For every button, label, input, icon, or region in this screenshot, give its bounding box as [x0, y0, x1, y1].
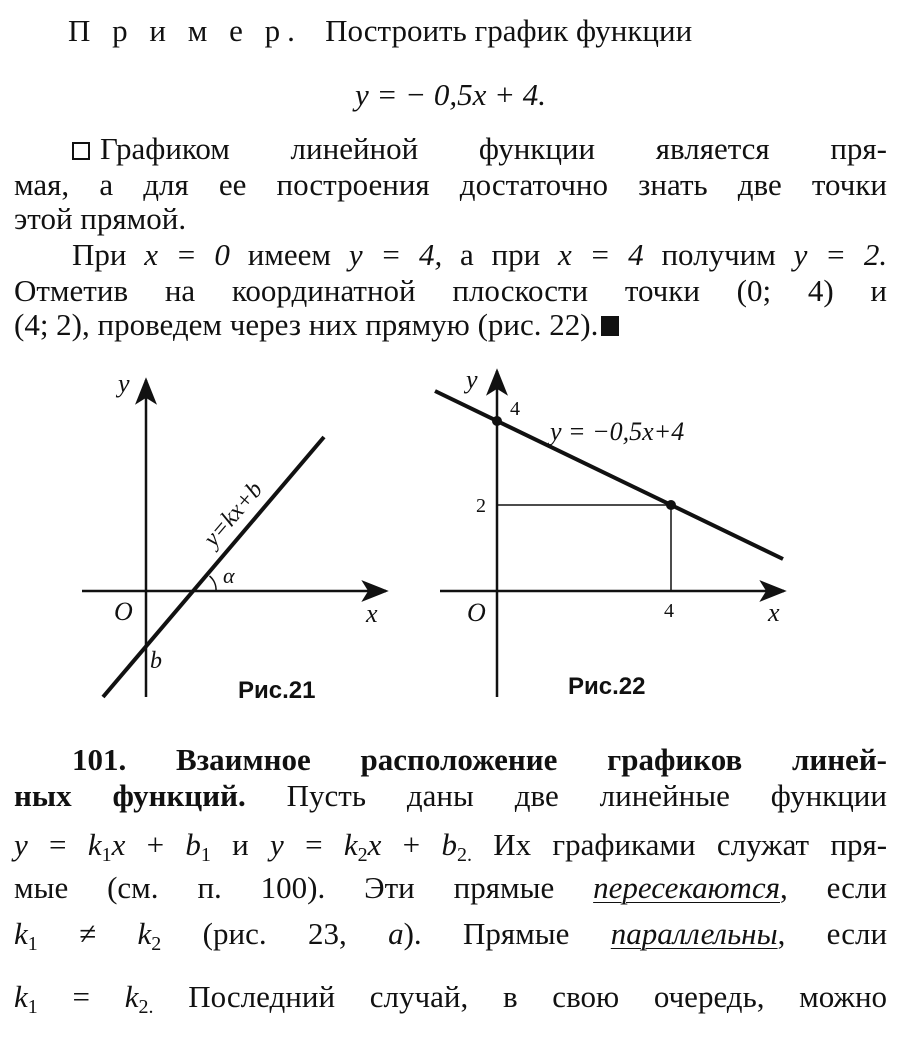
figure-21: [82, 369, 386, 704]
fig22-origin-label: O: [467, 598, 486, 627]
fig22-line-label: y = −0,5x+4: [550, 417, 685, 446]
figure-22: [435, 365, 784, 700]
fig21-origin-label: O: [114, 597, 133, 626]
fig21-line-label: y=kx+b: [198, 476, 269, 552]
solution-line-6: (4; 2), проведем через них прямую (рис. 22).: [14, 306, 887, 344]
fig21-line: [103, 437, 324, 697]
section-line-2: ных функций. Пусть даны две линейные функции: [14, 778, 887, 813]
solution-line-4: При x = 0 имеем y = 4, а при x = 4 получим y = 2.: [72, 237, 888, 272]
section-line-3: $y = k_1x + b_1$ и $y = k_2x + b_{2.}$ Их графиками служат пря-: [14, 827, 888, 866]
section-line-6: $k_1 = k_{2.}$ Последний случай, в свою очередь, можно: [14, 979, 888, 1018]
fig22-x-label: x: [768, 598, 780, 627]
fig21-angle-arc: [210, 576, 217, 591]
fig22-tick-y2: 2: [476, 495, 486, 517]
solution-line-3: этой прямой.: [14, 201, 187, 236]
fig21-intercept-label: b: [150, 648, 162, 674]
fig22-caption: Рис.22: [568, 673, 646, 700]
fig21-caption: Рис.21: [238, 677, 316, 704]
section-title-part2: ных функций.: [14, 778, 246, 813]
fig22-y-label: y: [466, 365, 478, 394]
example-heading: П р и м е р.: [68, 13, 302, 48]
term-parallel: параллельны: [610, 916, 778, 951]
example-formula: y = − 0,5x + 4.: [354, 77, 547, 112]
fig22-point-4-2: [666, 500, 676, 510]
section-title-part1: Взаимное расположение графиков линей-: [176, 742, 888, 777]
section-line-4: мые (см. п. 100). Эти прямые пересекаются, если: [14, 870, 887, 905]
term-intersect: пересекаются: [593, 870, 780, 905]
section-number: 101.: [72, 742, 127, 777]
fig22-point-0-4: [492, 416, 502, 426]
fig22-tick-y4: 4: [510, 398, 520, 420]
fig21-angle-label: α: [223, 563, 235, 588]
fig21-y-label: y: [118, 369, 130, 398]
fig22-tick-x4: 4: [664, 600, 674, 622]
section-line-5: $k_1 \ne k_2$ (рис. 23, a). Прямые параллельны, если: [14, 916, 888, 955]
example-task: Построить график функции: [325, 13, 693, 48]
section-title-line: [14, 741, 887, 779]
solution-line-2: мая, а для ее построения достаточно знать две точки: [14, 167, 887, 202]
fig21-x-label: x: [366, 599, 378, 628]
solution-line-1: Графиком линейной функции является пря-: [14, 130, 887, 168]
solution-line-5: Отметив на координатной плоскости точки (0; 4) и: [14, 273, 887, 308]
